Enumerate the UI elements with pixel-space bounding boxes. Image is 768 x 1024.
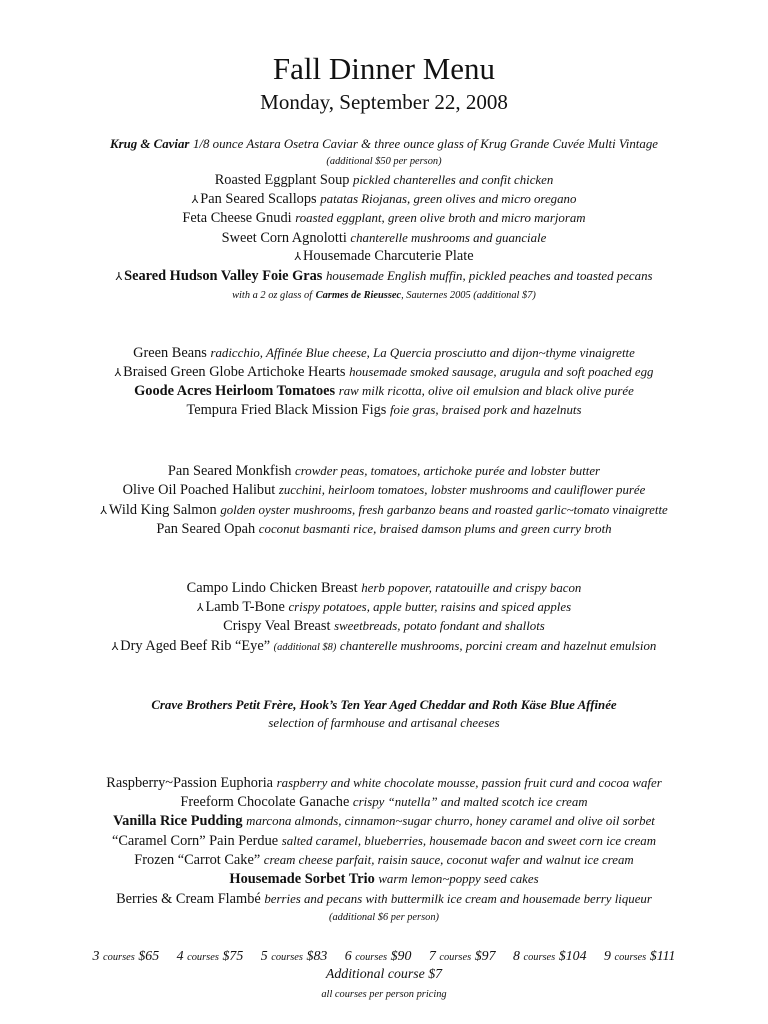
item-desc: sweetbreads, potato fondant and shallots	[334, 618, 545, 633]
pricing-footnote-line	[4, 984, 764, 1004]
supplement-note: (additional $50 per person)	[326, 156, 442, 167]
menu-item	[4, 792, 764, 812]
item-name: Dry Aged Beef Rib “Eye”	[120, 638, 271, 654]
item-desc: foie gras, braised pork and hazelnuts	[389, 402, 582, 417]
menu-item	[4, 500, 764, 521]
item-name: Raspberry~Passion Euphoria	[106, 775, 274, 791]
item-desc: radicchio, Affinée Blue cheese, La Quercia prosciutto and dijon~thyme vinaigrette	[210, 345, 635, 360]
tier-num: 3	[92, 949, 100, 964]
cheese-desc-line	[4, 713, 764, 733]
menu-item	[4, 208, 764, 228]
menu-item	[4, 616, 764, 636]
item-note	[4, 151, 764, 171]
item-name: Pan Seared Scallops	[200, 191, 317, 207]
tier-label: courses	[355, 952, 388, 963]
price-tier	[93, 948, 160, 964]
menu-item	[4, 519, 764, 539]
item-name: Freeform Chocolate Ganache	[180, 794, 350, 810]
item-desc: chanterelle mushrooms and guanciale	[350, 230, 547, 245]
tier-price: $83	[306, 949, 328, 964]
item-name: Wild King Salmon	[108, 502, 217, 518]
tier-label: courses	[439, 952, 472, 963]
menu-item	[4, 889, 764, 909]
wine-glass-icon: ⅄	[191, 194, 199, 206]
menu-item	[4, 189, 764, 210]
wine-glass-icon: ⅄	[100, 505, 107, 517]
menu-item	[4, 362, 764, 383]
pricing-footnote: all courses per person pricing	[321, 989, 447, 1000]
wine-glass-icon: ⅄	[294, 251, 302, 263]
tier-label: courses	[614, 952, 647, 963]
item-name: Olive Oil Poached Halibut	[122, 482, 276, 498]
item-desc: cream cheese parfait, raisin sauce, coconut wafer and walnut ice cream	[263, 852, 634, 867]
cheese-desc: selection of farmhouse and artisanal cheeses	[268, 715, 500, 730]
pricing-tiers	[4, 947, 764, 967]
item-desc: roasted eggplant, green olive broth and micro marjoram	[295, 210, 586, 225]
item-name: Campo Lindo Chicken Breast	[186, 580, 358, 596]
price-tier	[345, 948, 412, 964]
item-desc: coconut basmanti rice, braised damson plums and green curry broth	[258, 521, 612, 536]
item-name: Roasted Eggplant Soup	[214, 172, 350, 188]
tier-label: courses	[271, 952, 303, 963]
item-desc: housemade smoked sausage, arugula and soft poached egg	[349, 364, 654, 379]
tier-num: 4	[176, 949, 184, 964]
item-desc: herb popover, ratatouille and crispy bacon	[361, 580, 582, 595]
price-tier	[177, 948, 244, 964]
tier-num: 7	[428, 949, 436, 964]
item-name: Housemade Sorbet Trio	[229, 871, 375, 887]
tier-label: courses	[187, 952, 219, 963]
item-name: Tempura Fried Black Mission Figs	[186, 402, 387, 418]
menu-item	[4, 773, 764, 793]
item-name: Crispy Veal Breast	[223, 618, 331, 634]
wine-glass-icon: ⅄	[111, 641, 119, 653]
menu-item	[4, 480, 764, 500]
item-desc: zucchini, heirloom tomatoes, lobster mushrooms and cauliflower purée	[278, 482, 646, 497]
tier-price: $90	[390, 949, 412, 964]
supplement-note: (additional $8)	[273, 642, 337, 653]
menu-item	[4, 831, 764, 851]
item-name: Pan Seared Monkfish	[167, 463, 292, 479]
menu-item	[4, 850, 764, 870]
page-title: Fall Dinner Menu	[272, 51, 496, 86]
item-desc: berries and pecans with buttermilk ice cream and housemade berry liqueur	[264, 891, 652, 906]
wine-glass-icon: ⅄	[196, 602, 204, 614]
tier-num: 5	[260, 949, 268, 964]
pairing-wine: Carmes de Rieussec	[315, 290, 402, 301]
cheese-name: Crave Brothers Petit Frère, Hook’s Ten Year Aged Cheddar and Roth Käse Blue Affinée	[151, 697, 617, 712]
tier-num: 8	[512, 949, 520, 964]
item-name: Green Beans	[133, 345, 207, 361]
item-desc: 1/8 ounce Astara Osetra Caviar & three ounce glass of Krug Grande Cuvée Multi Vintage	[192, 136, 658, 151]
menu-item	[4, 597, 764, 618]
menu-item	[4, 578, 764, 598]
item-desc: raw milk ricotta, olive oil emulsion and black olive purée	[338, 383, 634, 398]
item-desc: marcona almonds, cinnamon~sugar churro, honey caramel and olive oil sorbet	[246, 813, 655, 828]
item-name: Braised Green Globe Artichoke Hearts	[123, 364, 346, 380]
tier-label: courses	[103, 952, 135, 963]
supplement-note: (additional $6 per person)	[329, 912, 439, 923]
menu-item	[4, 170, 764, 190]
tier-num: 6	[344, 949, 352, 964]
wine-glass-icon: ⅄	[115, 271, 123, 283]
menu-item	[4, 343, 764, 363]
item-desc: golden oyster mushrooms, fresh garbanzo beans and roasted garlic~tomato vinaigrette	[220, 502, 668, 517]
price-tier	[429, 948, 496, 964]
menu-item	[4, 869, 764, 889]
item-desc: chanterelle mushrooms, porcini cream and hazelnut emulsion	[339, 638, 657, 653]
menu-item	[4, 381, 764, 401]
price-tier	[604, 948, 676, 964]
tier-price: $104	[558, 949, 587, 964]
menu-item	[4, 811, 764, 831]
tier-price: $65	[138, 949, 160, 964]
item-name: Housemade Charcuterie Plate	[303, 248, 474, 264]
item-desc: housemade English muffin, pickled peaches and toasted pecans	[325, 268, 653, 283]
menu-date: Monday, September 22, 2008	[260, 90, 508, 114]
item-desc: salted caramel, blueberries, housemade bacon and sweet corn ice cream	[281, 833, 657, 848]
price-tier	[513, 948, 587, 964]
item-desc: raspberry and white chocolate mousse, passion fruit curd and cocoa wafer	[276, 775, 662, 790]
item-name: Frozen “Carrot Cake”	[134, 852, 261, 868]
cheese-title	[4, 695, 764, 715]
item-name: Seared Hudson Valley Foie Gras	[124, 268, 323, 284]
item-name: “Caramel Corn” Pain Perdue	[111, 833, 279, 849]
menu-item	[4, 636, 764, 657]
tier-num: 9	[603, 949, 611, 964]
menu-item	[4, 400, 764, 420]
additional-course: Additional course $7	[325, 967, 443, 982]
additional-course-line	[4, 965, 764, 984]
tier-price: $111	[649, 949, 676, 964]
tier-price: $97	[474, 949, 496, 964]
price-tier	[261, 948, 328, 964]
tier-price: $75	[222, 949, 244, 964]
item-name: Feta Cheese Gnudi	[182, 210, 292, 226]
wine-glass-icon: ⅄	[114, 367, 122, 379]
item-name: Berries & Cream Flambé	[116, 891, 261, 907]
item-name: Goode Acres Heirloom Tomatoes	[134, 383, 336, 399]
item-desc: crispy potatoes, apple butter, raisins and spiced apples	[288, 599, 572, 614]
item-desc: patatas Riojanas, green olives and micro oregano	[320, 191, 577, 206]
dessert-note	[4, 907, 764, 927]
menu-item	[4, 228, 764, 248]
menu-item	[4, 266, 764, 287]
item-desc: crowder peas, tomatoes, artichoke purée and lobster butter	[295, 463, 601, 478]
pairing-post: , Sauternes 2005 (additional $7)	[401, 290, 536, 301]
menu-item	[4, 247, 764, 267]
menu-item	[4, 461, 764, 481]
item-desc: pickled chanterelles and confit chicken	[353, 172, 554, 187]
item-desc: crispy “nutella” and malted scotch ice cream	[352, 794, 588, 809]
item-name: Krug & Caviar	[110, 136, 190, 151]
item-name: Sweet Corn Agnolotti	[221, 230, 347, 246]
item-name: Vanilla Rice Pudding	[113, 813, 243, 829]
item-desc: warm lemon~poppy seed cakes	[378, 871, 539, 886]
item-name: Pan Seared Opah	[156, 521, 256, 537]
tier-label: courses	[523, 952, 556, 963]
item-name: Lamb T-Bone	[205, 599, 285, 615]
item-note	[4, 285, 764, 305]
pairing-pre: with a 2 oz glass of	[232, 290, 313, 301]
